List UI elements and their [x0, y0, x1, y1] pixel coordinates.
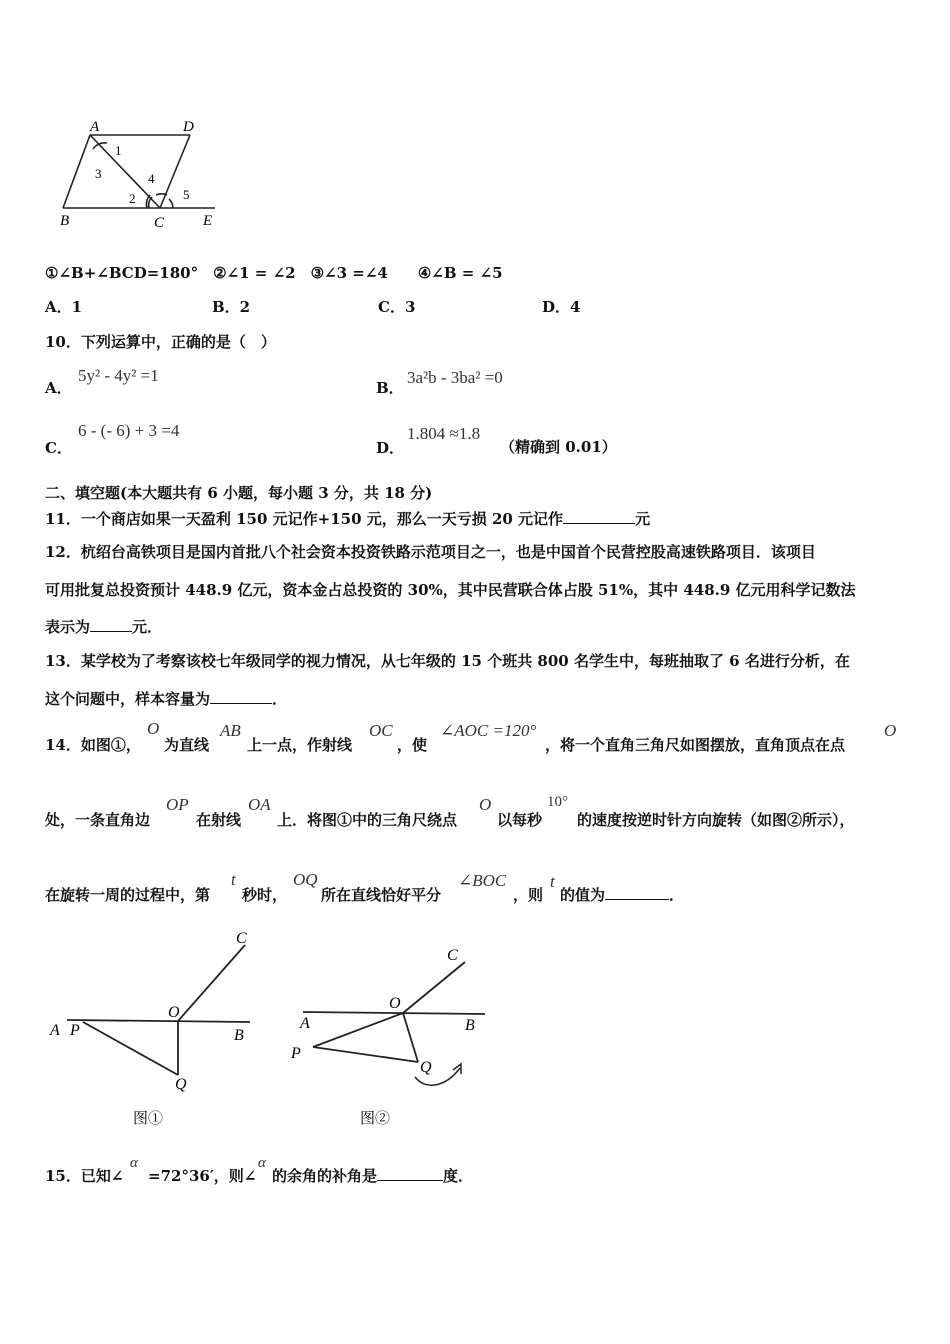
- section-2-heading: 二、填空题(本大题共有 6 小题，每小题 3 分，共 18 分): [45, 484, 433, 502]
- q14-l2-0: 处，一条直角边: [45, 811, 151, 829]
- q14-l1-9: O: [884, 721, 897, 740]
- q15-alpha-1: α: [130, 1155, 138, 1171]
- q9-statements: ①∠B+∠BCD=180° ②∠1 = ∠2 ③∠3 =∠4 ④∠B = ∠5: [45, 264, 503, 282]
- fig14b-label-P: P: [291, 1045, 301, 1062]
- q10-stem: 10．下列运算中，正确的是（ ）: [45, 333, 276, 351]
- q12-blank[interactable]: [90, 617, 132, 632]
- q10-option-d-label: D．: [376, 439, 405, 457]
- fig9-angle-5: 5: [183, 187, 190, 202]
- fig9-angle-4: 4: [148, 171, 155, 186]
- fig9-angle-2: 2: [129, 191, 136, 206]
- q15-blank[interactable]: [377, 1166, 443, 1181]
- q13-blank[interactable]: [210, 689, 272, 704]
- q11-blank[interactable]: [563, 509, 635, 524]
- q9-option-a: A．1: [45, 298, 83, 316]
- q14-l1-2: 为直线: [164, 736, 210, 754]
- fig14b-caption: 图②: [360, 1111, 391, 1127]
- q14-l3-7: t: [550, 872, 555, 891]
- fig14b-label-O: O: [389, 995, 401, 1012]
- q14-l1-8: ，将一个直角三角尺如图摆放，直角顶点在点: [545, 736, 846, 754]
- q14-l3-9: ．: [669, 886, 685, 904]
- q11-unit: 元: [635, 510, 651, 528]
- q15-part-c-text: 的余角的补角是: [272, 1167, 378, 1185]
- q15-part-c: [272, 1165, 473, 1186]
- q14-l3-3: OQ: [293, 870, 318, 889]
- q12-line1: 12．杭绍台高铁项目是国内首批八个社会资本投资铁路示范项目之一，也是中国首个民营控股高速铁路项目．该项目: [45, 543, 816, 561]
- q14-l3-1: t: [231, 870, 236, 889]
- q12-line3-b: 元．: [132, 618, 163, 636]
- q9-option-b: B．2: [212, 298, 251, 316]
- q14-blank[interactable]: [605, 885, 669, 900]
- figure-14-2: [285, 940, 505, 1135]
- q10-option-d-note: （精确到 0.01）: [500, 438, 617, 456]
- q14-l2-2: 在射线: [196, 811, 242, 829]
- q10-option-a-label: A．: [45, 379, 72, 397]
- fig14a-label-Q: Q: [175, 1076, 187, 1093]
- q14-l2-6: 以每秒: [497, 811, 543, 829]
- fig14a-label-B: B: [234, 1027, 244, 1044]
- q14-l1-5: OC: [369, 721, 393, 740]
- q14-l3-4: 所在直线恰好平分: [321, 886, 442, 904]
- fig9-label-C: C: [154, 215, 165, 231]
- parallelogram-figure: [55, 115, 225, 235]
- q14-l1-1: O: [147, 719, 160, 738]
- fig14b-label-Q: Q: [420, 1059, 432, 1076]
- q15-alpha-2: α: [258, 1155, 266, 1171]
- fig9-label-D: D: [183, 119, 194, 135]
- q12-line3: [45, 616, 162, 637]
- q13-line2: [45, 688, 287, 709]
- q14-l1-4: 上一点，作射线: [247, 736, 353, 754]
- q9-option-d: D．4: [542, 298, 581, 316]
- fig9-label-A: A: [90, 119, 100, 135]
- q14-l3-8-text: 的值为: [560, 886, 606, 904]
- fig9-angle-3: 3: [95, 166, 102, 181]
- q13-line1: 13．某学校为了考察该校七年级同学的视力情况，从七年级的 15 个班共 800 名学生中，每班抽取了 6 名进行分析，在: [45, 652, 850, 670]
- q15-part-b: =72°36′，则∠: [148, 1167, 257, 1185]
- q10-option-b-expr: 3a²b - 3ba² =0: [407, 368, 503, 387]
- q10-option-d-expr: 1.804 ≈1.8: [407, 424, 481, 443]
- q9-option-c: C．3: [378, 298, 416, 316]
- q14-l1-3: AB: [220, 721, 241, 740]
- q14-l2-5: O: [479, 795, 492, 814]
- q14-l3-2: 秒时，: [242, 886, 288, 904]
- figure-14-1: [45, 925, 265, 1135]
- q12-line2: 可用批复总投资预计 448.9 亿元，资本金占总投资的 30%，其中民营联合体占股 51%，其中 448.9 亿元用科学记数法: [45, 581, 856, 599]
- q10-option-c-expr: 6 - (- 6) + 3 =4: [78, 421, 180, 440]
- q13-line2-a: 这个问题中，样本容量为: [45, 690, 211, 708]
- q15-part-a: 15．已知∠: [45, 1167, 124, 1185]
- q10-option-b-label: B．: [376, 379, 404, 397]
- fig9-label-B: B: [60, 213, 70, 229]
- q14-l3-6: ，则: [513, 886, 544, 904]
- fig14b-label-B: B: [465, 1017, 475, 1034]
- fig14a-label-P: P: [70, 1022, 80, 1039]
- q13-line2-b: ．: [272, 690, 288, 708]
- q14-l3-8: [560, 884, 684, 905]
- q14-l2-1: OP: [166, 795, 189, 814]
- fig14a-label-C: C: [236, 930, 247, 947]
- fig9-label-E: E: [203, 213, 213, 229]
- q14-l1-7: ∠AOC =120°: [440, 721, 537, 740]
- q14-l3-0: 在旋转一周的过程中，第: [45, 886, 211, 904]
- q14-l2-8: 的速度按逆时针方向旋转（如图②所示），: [577, 811, 855, 829]
- q14-l1-0: 14．如图①，: [45, 736, 141, 754]
- q14-l1-6: ，使: [397, 736, 428, 754]
- fig14a-caption: 图①: [133, 1111, 164, 1127]
- q14-l2-4: 上．将图①中的三角尺绕点: [277, 811, 458, 829]
- q10-option-c-label: C．: [45, 439, 72, 457]
- q11: [45, 508, 650, 529]
- q14-l3-5: ∠BOC: [458, 871, 507, 890]
- q12-line3-a: 表示为: [45, 618, 91, 636]
- q14-l2-7: 10°: [547, 794, 568, 810]
- fig9-angle-1: 1: [115, 143, 122, 158]
- fig14a-label-A: A: [50, 1022, 60, 1039]
- q11-text: 11．一个商店如果一天盈利 150 元记作+150 元，那么一天亏损 20 元记作: [45, 510, 564, 528]
- q14-l2-3: OA: [248, 795, 271, 814]
- fig14a-label-O: O: [168, 1004, 180, 1021]
- q15-part-d: 度．: [443, 1167, 474, 1185]
- fig14b-label-C: C: [447, 947, 458, 964]
- fig14b-label-A: A: [300, 1015, 310, 1032]
- q10-option-a-expr: 5y² - 4y² =1: [78, 366, 159, 385]
